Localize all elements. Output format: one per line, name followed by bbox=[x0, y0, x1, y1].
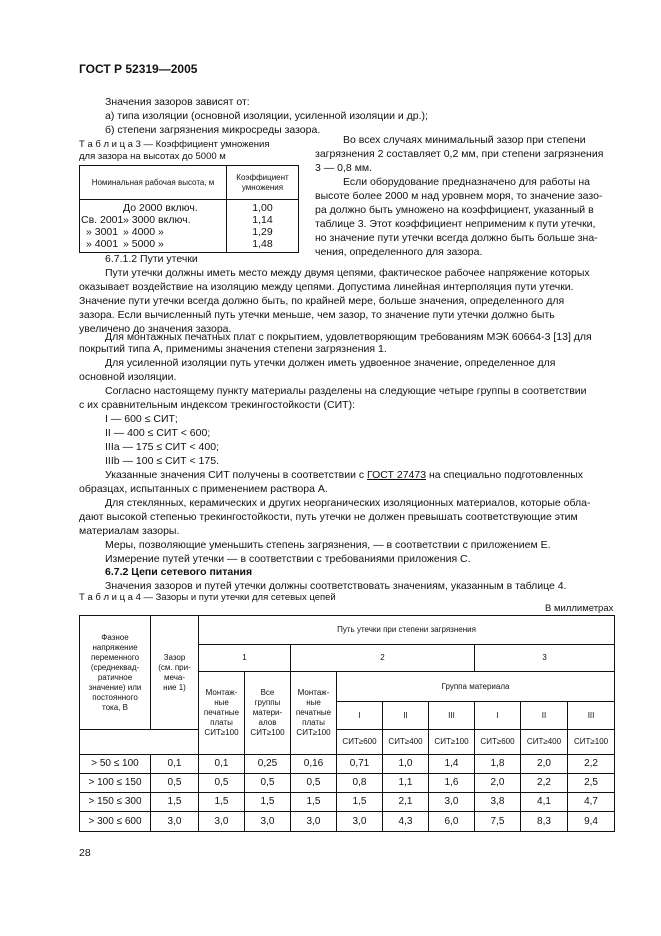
col-header-all-materials: Все группы матери- алов СИТ≥100 bbox=[245, 672, 291, 755]
value-cell: 4,1 bbox=[521, 793, 568, 812]
table4 bbox=[79, 615, 615, 832]
right-col-line: таблице 3. Этот коэффициент неприменим к пути утечки, bbox=[315, 218, 596, 230]
value-cell: 2,1 bbox=[383, 793, 429, 812]
col-header-degree-2: 2 bbox=[291, 645, 475, 672]
col-header-pcb-1: Монтаж- ные печатные платы СИТ≥100 bbox=[199, 672, 245, 755]
paragraph-line: Измерение путей утечки — в соответствии с требованиями приложения С. bbox=[105, 553, 471, 565]
value-cell: 2,0 bbox=[475, 774, 521, 793]
paragraph-line: оказывает воздействие на изоляцию между цепями. Допустима линейная интерполяция пути утечки. bbox=[79, 281, 574, 293]
value-cell: 3,0 bbox=[291, 812, 337, 832]
col-header-roman: III bbox=[568, 702, 615, 730]
value-cell: 1,5 bbox=[199, 793, 245, 812]
page-number: 28 bbox=[79, 847, 91, 859]
col-header-roman: II bbox=[383, 702, 429, 730]
value-cell: 7,5 bbox=[475, 812, 521, 832]
table-row bbox=[80, 755, 615, 774]
value-cell: 0,5 bbox=[199, 774, 245, 793]
paragraph-line: Меры, позволяющие уменьшить степень загрязнения, — в соответствии с приложением Е. bbox=[105, 539, 551, 551]
voltage-range-cell: > 300 ≤ 600 bbox=[80, 812, 151, 832]
value-cell: 1,1 bbox=[383, 774, 429, 793]
gost-reference-link[interactable]: ГОСТ 27473 bbox=[367, 469, 427, 481]
right-col-line: ра должно быть умножено на коэффициент, указанный в bbox=[315, 204, 594, 216]
value-cell: 0,71 bbox=[337, 755, 383, 774]
value-cell: 0,5 bbox=[291, 774, 337, 793]
value-cell: 6,0 bbox=[429, 812, 475, 832]
value-cell: 1,5 bbox=[245, 793, 291, 812]
value-cell: 4,3 bbox=[383, 812, 429, 832]
table4-units: В миллиметрах bbox=[545, 603, 614, 614]
value-cell: 1,5 bbox=[151, 793, 199, 812]
right-col-line: но значение пути утечки всегда должно быть больше зна- bbox=[315, 232, 598, 244]
right-col-line: чения, определенного для зазора. bbox=[315, 246, 483, 258]
table3-caption-line2: для зазора на высотах до 5000 м bbox=[79, 151, 226, 162]
value-cell: 3,0 bbox=[245, 812, 291, 832]
voltage-range-cell: > 50 ≤ 100 bbox=[80, 755, 151, 774]
value-cell: 0,5 bbox=[151, 774, 199, 793]
header-spacer bbox=[80, 730, 199, 755]
material-group: II — 400 ≤ СИТ < 600; bbox=[105, 427, 211, 439]
right-col-line: Если оборудование предназначено для работы на bbox=[343, 176, 590, 188]
value-cell: 3,0 bbox=[337, 812, 383, 832]
value-cell: 0,1 bbox=[199, 755, 245, 774]
voltage-range-cell: > 100 ≤ 150 bbox=[80, 774, 151, 793]
document-header: ГОСТ Р 52319—2005 bbox=[79, 62, 198, 76]
col-header-degree-3: 3 bbox=[475, 645, 615, 672]
col-header-cit: СИТ≥100 bbox=[568, 730, 615, 755]
paragraph-line: дают высокой степенью трекингостойкости, путь утечки не должен превышать соответствующие этим bbox=[79, 511, 578, 523]
paragraph-line: материалам зазоры. bbox=[79, 525, 180, 537]
value-cell: 8,3 bbox=[521, 812, 568, 832]
paragraph-line: образцах, испытанных с применением раствора А. bbox=[79, 483, 328, 495]
col-header-voltage: Фазное напряжение переменного (среднеквад- ратичное значение) или постоянного тока, В bbox=[80, 616, 151, 730]
value-cell: 2,0 bbox=[521, 755, 568, 774]
table3-height-cell: До 2000 включ. Св. 2001 » 3000 включ. » 3001 » 4000 » » 4001 » 5000 » bbox=[80, 200, 227, 253]
table3 bbox=[79, 165, 299, 253]
paragraph-line: зазора. Если вычисленный путь утечки меньше, чем зазор, то значение пути утечки должно быть bbox=[79, 309, 555, 321]
table3-col-height-header: Номинальная рабочая высота, м bbox=[80, 166, 227, 200]
material-group: IIIb — 100 ≤ СИТ < 175. bbox=[105, 455, 219, 467]
value-cell: 1,8 bbox=[475, 755, 521, 774]
paragraph-line: покрытий типа А, применимы значения степени загрязнения 1. bbox=[79, 343, 387, 355]
value-cell: 1,5 bbox=[291, 793, 337, 812]
value-cell: 3,0 bbox=[151, 812, 199, 832]
value-cell: 2,2 bbox=[568, 755, 615, 774]
paragraph-line: Значение пути утечки всегда должно быть, по крайней мере, больше значения, определенного для bbox=[79, 295, 565, 307]
paragraph-line: Значения зазоров и путей утечки должны соответствовать значениям, указанным в таблице 4. bbox=[105, 580, 567, 592]
col-header-cit: СИТ≥600 bbox=[337, 730, 383, 755]
intro-line: Значения зазоров зависят от: bbox=[105, 96, 250, 108]
value-cell: 3,0 bbox=[199, 812, 245, 832]
paragraph-line: с их сравнительным индексом трекингостойкости (СИТ): bbox=[79, 399, 355, 411]
col-header-creepage: Путь утечки при степени загрязнения bbox=[199, 616, 615, 645]
col-header-gap: Зазор (см. при- меча- ние 1) bbox=[151, 616, 199, 730]
value-cell: 0,16 bbox=[291, 755, 337, 774]
material-group: I — 600 ≤ СИТ; bbox=[105, 413, 178, 425]
table-row bbox=[80, 774, 615, 793]
section-heading-672: 6.7.2 Цепи сетевого питания bbox=[105, 566, 253, 578]
value-cell: 4,7 bbox=[568, 793, 615, 812]
col-header-cit: СИТ≥100 bbox=[429, 730, 475, 755]
value-cell: 3,8 bbox=[475, 793, 521, 812]
value-cell: 2,5 bbox=[568, 774, 615, 793]
value-cell: 1,6 bbox=[429, 774, 475, 793]
intro-line: а) типа изоляции (основной изоляции, усиленной изоляции и др.); bbox=[105, 110, 428, 122]
value-cell: 3,0 bbox=[429, 793, 475, 812]
material-group: IIIa — 175 ≤ СИТ < 400; bbox=[105, 441, 219, 453]
col-header-pcb-2: Монтаж- ные печатные платы СИТ≥100 bbox=[291, 672, 337, 755]
value-cell: 0,5 bbox=[245, 774, 291, 793]
intro-line: б) степени загрязнения микросреды зазора. bbox=[105, 124, 321, 136]
table4-caption: Т а б л и ц а 4 — Зазоры и пути утечки для сетевых цепей bbox=[79, 592, 336, 603]
paragraph-line: увеличено до значения зазора. bbox=[79, 323, 232, 335]
col-header-degree-1: 1 bbox=[199, 645, 291, 672]
paragraph-line: основной изоляции. bbox=[79, 371, 177, 383]
col-header-roman: I bbox=[475, 702, 521, 730]
value-cell: 1,5 bbox=[337, 793, 383, 812]
paragraph-line: Для монтажных печатных плат с покрытием, удовлетворяющим требованиям МЭК 60664-3 [13] для bbox=[105, 331, 592, 343]
value-cell: 2,2 bbox=[521, 774, 568, 793]
paragraph-line: Согласно настоящему пункту материалы разделены на следующие четыре группы в соответствии bbox=[105, 385, 587, 397]
col-header-roman: I bbox=[337, 702, 383, 730]
col-header-material-group: Группа материала bbox=[337, 672, 615, 702]
value-cell: 0,8 bbox=[337, 774, 383, 793]
col-header-roman: II bbox=[521, 702, 568, 730]
table-row bbox=[80, 793, 615, 812]
table3-col-coef-header: Коэффициент умножения bbox=[227, 166, 299, 200]
value-cell: 1,0 bbox=[383, 755, 429, 774]
paragraph-line: Для стеклянных, керамических и других неорганических изоляционных материалов, которые обла- bbox=[105, 497, 591, 509]
right-col-line: Во всех случаях минимальный зазор при степени bbox=[343, 134, 586, 146]
col-header-cit: СИТ≥400 bbox=[521, 730, 568, 755]
table3-caption: Т а б л и ц а 3 — Коэффициент умножения bbox=[79, 139, 270, 150]
section-heading-6712: 6.7.1.2 Пути утечки bbox=[105, 253, 198, 265]
col-header-cit: СИТ≥400 bbox=[383, 730, 429, 755]
paragraph-line: Пути утечки должны иметь место между двумя цепями, фактическое рабочее напряжение которых bbox=[105, 267, 590, 279]
paragraph-line: Указанные значения СИТ получены в соответствии с ГОСТ 27473 на специально подготовленных bbox=[105, 469, 584, 481]
paragraph-line: Для усиленной изоляции путь утечки должен иметь удвоенное значение, определенное для bbox=[105, 357, 556, 369]
table-row bbox=[80, 812, 615, 832]
right-col-line: загрязнения 2 составляет 0,2 мм, при степени загрязнения bbox=[315, 148, 604, 160]
right-col-line: высоте более 2000 м над уровнем моря, то значение зазо- bbox=[315, 190, 603, 202]
col-header-cit: СИТ≥600 bbox=[475, 730, 521, 755]
value-cell: 9,4 bbox=[568, 812, 615, 832]
value-cell: 1,4 bbox=[429, 755, 475, 774]
value-cell: 0,1 bbox=[151, 755, 199, 774]
value-cell: 0,25 bbox=[245, 755, 291, 774]
voltage-range-cell: > 150 ≤ 300 bbox=[80, 793, 151, 812]
col-header-roman: III bbox=[429, 702, 475, 730]
table3-coef-cell: 1,00 1,14 1,29 1,48 bbox=[227, 200, 299, 253]
right-col-line: 3 — 0,8 мм. bbox=[315, 162, 373, 174]
